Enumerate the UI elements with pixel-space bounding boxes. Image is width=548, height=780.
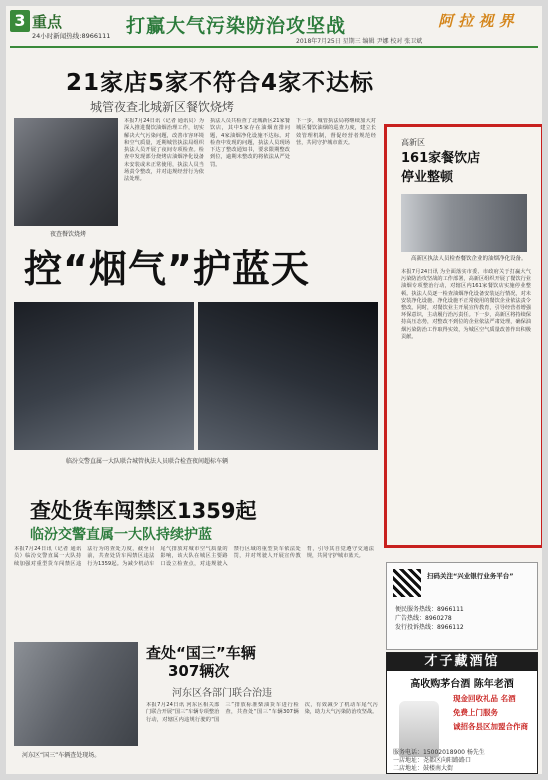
truck-inspection-photo-left	[14, 302, 194, 450]
sidebar-photo-caption: 高新区执法人员检查餐饮企业的油烟净化设备。	[411, 256, 527, 262]
article1-column-2: 执法人员共检查了北城新区21家餐饮店，其中5家存在油烟直排问题，4家油烟净化设施不达标。对检查中发现的问题，执法人员现场下达了整改通知书，要求限期整改到位，逾期未整改的将依法从严处罚。	[210, 118, 290, 168]
truck-inspection-photo-right	[198, 302, 378, 450]
sidebar-highlight-box	[384, 124, 542, 548]
mid-photo-caption: 临汾交警直属一大队联合城管执法人员联合检查夜间超标车辆	[66, 458, 229, 465]
article1-subheadline: 城管夜查北城新区餐饮烧烤	[90, 100, 235, 114]
liquor-ad-item: 诚招各县区加盟合作商	[453, 722, 528, 731]
newspaper-logo: 阿 拉 视 界	[438, 12, 514, 30]
news-hotline: 24小时新闻热线:8966111	[32, 32, 111, 40]
page-title: 打赢大气污染防治攻坚战	[126, 15, 347, 37]
section-label: 重点	[32, 13, 63, 31]
sidebar-headline-line1: 161家餐饮店	[401, 151, 481, 166]
liquor-ad-item: 免费上门服务	[453, 708, 498, 717]
article3-headline-line2: 307辆次	[168, 662, 230, 680]
article3-headline-line1: 查处“国三”车辆	[146, 644, 256, 662]
article1-photo	[14, 118, 118, 226]
liquor-ad	[386, 652, 538, 774]
bank-ad-lines	[395, 605, 464, 632]
bank-ad-line: 发行投诉热线：8966112	[395, 624, 464, 631]
article3-body-text: 本报7月24日讯 河东区相关部门联合开展“国三”车辆专项整治行动，对辖区内违规行驶的“国三”排放标准柴油货车进行检查，共查处“国三”车辆307辆次，有效减少了机动车尾气污染，助力大气污染防治攻坚战。	[146, 702, 378, 723]
liquor-ad-item: 现金回收礼品 名酒	[453, 694, 516, 703]
article3-photo	[14, 642, 138, 746]
qr-code-icon	[393, 569, 421, 597]
bank-qr-ad	[386, 562, 538, 650]
header-divider	[10, 46, 538, 48]
article3-subheadline: 河东区各部门联合治违	[172, 688, 272, 699]
sidebar-body-text: 本报7月24日讯 为全面落实市委、市政府关于打赢大气污染防治攻坚战的工作部署，高新区组织开展了餐饮行业油烟专项整治行动，对辖区内161家餐饮店实施停业整顿。执法人员逐一检查油烟净化设备安装运行情况，对未安装净化设施、净化设施不正常使用的餐饮企业依法责令整改。同时，对餐饮业主开展宣传教育，引导经营者增强环保意识，主动履行治污责任。下一步，高新区将持续保持高压态势，对整改不到位的企业依法严肃处理，确保油烟污染防治工作取得实效，为城区空气质量改善作出积极贡献。	[401, 269, 531, 340]
article2-body-text: 本报7月24日讯（记者 通讯员）临汾交警直属一大队持续加强对重型货车闯禁区违法行为的查处力度，截至目前，共查处货车闯禁区违法行为1359起。为减少机动车尾气排放对城市空气质量的影响，该大队在城区主要路口设立检查点，对违规驶入禁行区域的重型货车依法处罚，并对驾驶人开展宣传教育，引导其自觉遵守交通法规，共同守护城市蓝天。	[14, 546, 374, 567]
article2-headline: 查处货车闯禁区1359起	[30, 499, 257, 523]
liquor-ad-header: 才子藏酒馆	[387, 653, 537, 671]
liquor-ad-slogan: 高收购茅台酒 陈年老酒	[410, 679, 514, 690]
bank-ad-title: 扫码关注“兴业银行业务平台”	[427, 572, 514, 580]
bank-ad-line: 便民服务热线：8966111	[395, 606, 464, 613]
article3-photo-caption: 河东区“国三”车辆查处现场。	[22, 752, 101, 759]
slogan-headline: 控“烟气”护蓝天	[24, 247, 310, 291]
article1-column-3: 下一步，城管执法局将继续加大对城区餐饮油烟的巡查力度，建立长效管理机制，督促经营者规范经营，共同守护城市蓝天。	[296, 118, 376, 146]
article1-photo-caption: 夜查餐饮烧烤	[50, 231, 87, 238]
newspaper-page	[6, 6, 542, 774]
bank-ad-line: 广告热线：8960278	[395, 615, 452, 622]
dateline: 2018年7月25日 星期三 编辑 尹娜 校对 张卫斌	[296, 38, 423, 45]
sidebar-kicker: 高新区	[401, 138, 425, 147]
contact-line: 二店地址：鼓楼南大街	[393, 765, 454, 772]
sidebar-photo	[401, 194, 527, 252]
liquor-ad-contact	[393, 749, 485, 773]
article1-column-1: 本报7月24日讯（记者 通讯员）为深入推进餐饮油烟治理工作，切实解决大气污染问题，改善市容环境和空气质量，近期城管执法局组织执法人员开展了夜间专项检查。检查中发现部分烧烤店油烟净化设备未安装或未正常使用，执法人员当场责令整改，并对违规经营行为依法处理。	[124, 118, 204, 183]
contact-line: 一店地址：尧都区向阳路路口	[393, 757, 472, 764]
article2-subheadline: 临汾交警直属一大队持续护蓝	[30, 527, 212, 543]
contact-line: 服务电话：15002018900 杨先生	[393, 749, 485, 756]
sidebar-headline-line2: 停业整顿	[401, 170, 454, 185]
page-number: 3	[10, 10, 30, 32]
article1-headline: 21家店5家不符合4家不达标	[66, 70, 375, 96]
